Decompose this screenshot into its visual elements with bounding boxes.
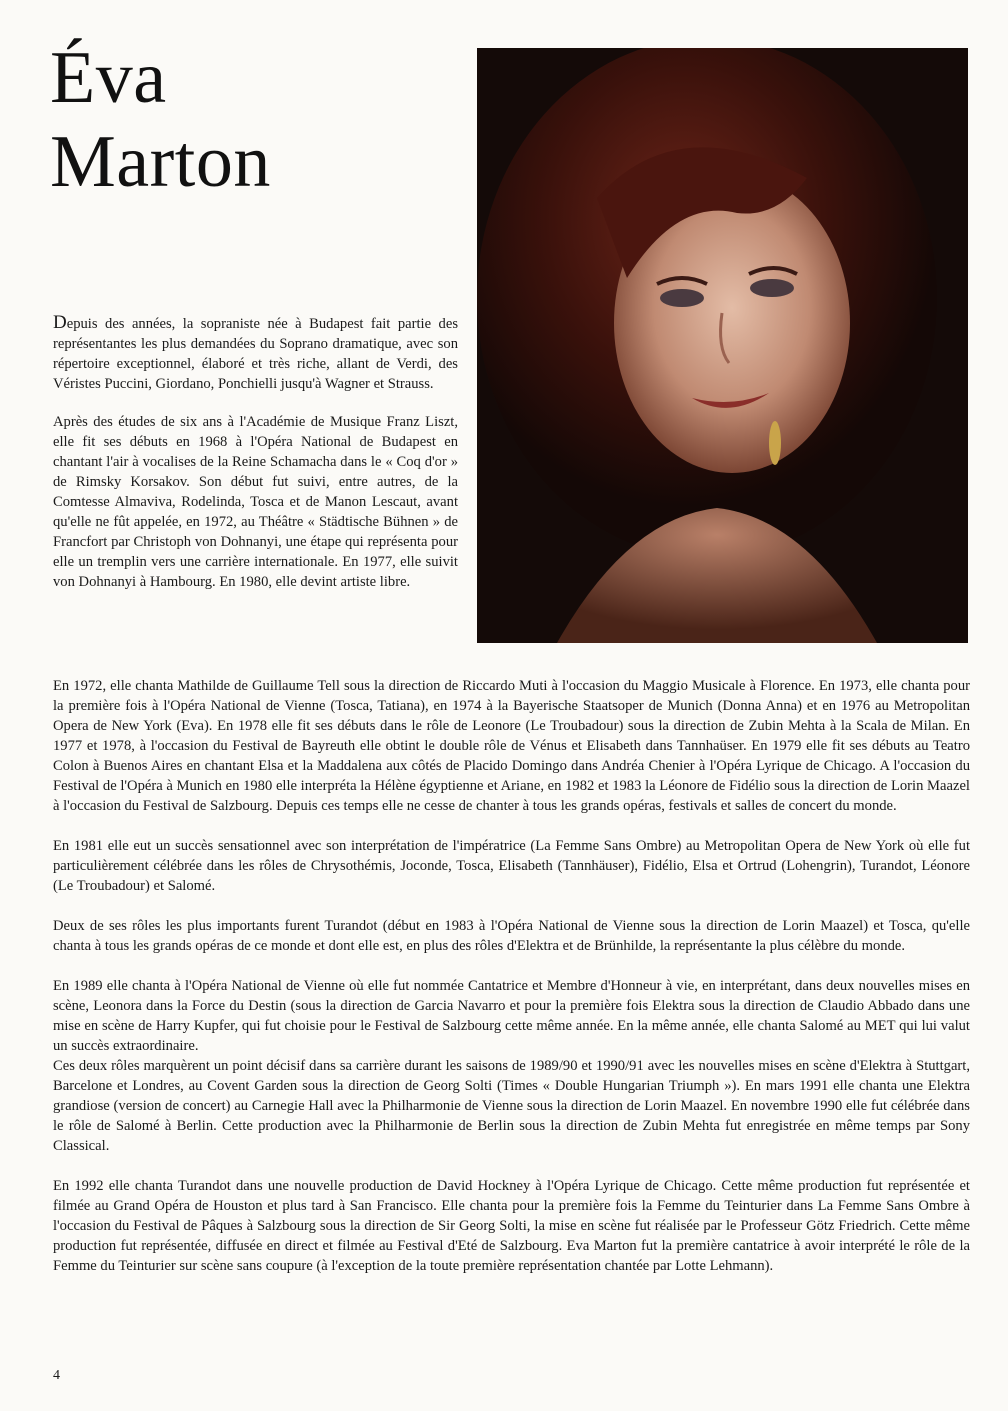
intro-paragraph: Après des études de six ans à l'Académie de Musique Franz Liszt, elle fit ses débuts en 1968 à l'Opéra National de Budapest en chantant l'air à vocalises de la Reine Schamacha dans le « Coq d'or » de Rimsky Korsakov. Son début fut suivi, entre autres, de la Comtesse Almaviva, Rodelinda, Tosca et de Manon Lescaut, avant qu'elle ne fût appelée, en 1972, au Théâtre « Städtische Bühnen » de Francfort par Christoph von Dohnanyi, une étape qui représenta pour elle un tremplin vers une carrière internationale. En 1977, elle suivit von Dohnanyi à Hambourg. En 1980, elle devint artiste libre. (53, 414, 458, 590)
intro-text (53, 313, 458, 610)
body-paragraph: En 1972, elle chanta Mathilde de Guillaume Tell sous la direction de Riccardo Muti à l'occasion du Maggio Musicale à Florence. En 1973, elle chanta pour la première fois à l'Opéra National de Vienne (Tosca, Tatiana), en 1974 à la Bayerische Staatsoper de Munich (Donna Anna) et en 1976 au Metropolitan Opera de New York (Eva). En 1978 elle fit ses débuts dans le rôle de Leonore (Le Troubadour) sous la direction de Zubin Mehta à la Scala de Milan. En 1977 et 1978, à l'occasion du Festival de Bayreuth elle obtint le double rôle de Vénus et Elisabeth dans Tannhaüser. En 1979 elle fit ses débuts au Teatro Colon à Buenos Aires en chantant Elsa et la Maddalena aux côtés de Placido Domingo dans Andréa Chenier à l'Opéra Lyrique de Chicago. A l'occasion du Festival de l'Opéra à Munich en 1980 elle interpréta la Hélène égyptienne et Ariane, en 1982 et 1983 la Léonore de Fidélio sous la direction de Lorin Maazel à l'occasion du Festival de Salzbourg. Depuis ces temps elle ne cesse de chanter à tous les grands opéras, festivals et salles de concert du monde. (53, 678, 970, 814)
body-paragraph: En 1981 elle eut un succès sensationnel avec son interprétation de l'impératrice (La Femme Sans Ombre) au Metropolitan Opera de New York où elle fut particulièrement célébrée dans les rôles de Chrysothémis, Joconde, Tosca, Elisabeth (Tannhäuser), Fidélio, Elsa et Ortrud (Lohengrin), Turandot, Léonore (Le Troubadour) et Salomé. (53, 838, 970, 894)
portrait-photo (477, 48, 968, 643)
intro-paragraph: Depuis des années, la sopraniste née à Budapest fait partie des représentantes les plus demandées du Soprano dramatique, avec son répertoire exceptionnel, élaboré et très riche, allant de Verdi, des Véristes Puccini, Giordano, Ponchielli jusqu'à Wagner et Strauss. (53, 312, 458, 392)
title-first-name: Éva (50, 37, 167, 119)
title-last-name: Marton (50, 121, 271, 203)
body-paragraph: Deux de ses rôles les plus importants furent Turandot (début en 1983 à l'Opéra National de Vienne sous la direction de Lorin Maazel) et Tosca, qu'elle chanta à tous les grands opéras de ce monde et dont elle est, en plus des rôles d'Elektra et de Brünhilde, la représentante la plus célèbre du monde. (53, 918, 970, 954)
page-title (50, 36, 271, 204)
page-number: 4 (53, 1368, 60, 1383)
body-paragraph: En 1992 elle chanta Turandot dans une nouvelle production de David Hockney à l'Opéra Lyrique de Chicago. Cette même production fut représentée et filmée au Grand Opéra de Houston et plus tard à San Francisco. Elle chanta pour la première fois la Femme du Teinturier dans La Femme Sans Ombre à l'occasion du Festival de Pâques à Salzbourg sous la direction de Sir Georg Solti, la mise en scène fut réalisée par le Professeur Götz Friedrich. Cette même production fut représentée, diffusée en direct et filmée au Festival d'Eté de Salzbourg. Eva Marton fut la première cantatrice à avoir interprété le rôle de la Femme du Teinturier sur scène sans coupure (à l'exception de la toute première représentation chantée par Lotte Lehmann). (53, 1178, 970, 1274)
body-paragraph: Ces deux rôles marquèrent un point décisif dans sa carrière durant les saisons de 1989/90 et 1990/91 avec les nouvelles mises en scène d'Elektra à Stuttgart, Barcelone et Londres, au Covent Garden sous la direction de Georg Solti (Times « Double Hungarian Triumph »). En mars 1991 elle chanta une Elektra grandiose (version de concert) au Carnegie Hall avec la Philharmonie de Vienne sous la direction de Lorin Maazel. En novembre 1990 elle fut célébrée dans le rôle de Salomé à Berlin. Cette production avec la Philharmonie de Berlin sous la direction de Zubin Mehta fut enregistrée en même temps par Sony Classical. (53, 1058, 970, 1154)
portrait-illustration (477, 48, 968, 643)
main-text (53, 676, 970, 1296)
body-paragraph: En 1989 elle chanta à l'Opéra National de Vienne où elle fut nommée Cantatrice et Membre d'Honneur à vie, en interprétant, dans deux nouvelles mises en scène, Leonora dans la Force du Destin (sous la direction de Garcia Navarro et pour la première fois Elektra sous la direction de Claudio Abbado dans une mise en scène de Harry Kupfer, qui fut choisie pour le Festival de Salzbourg cette même année. En la même année, elle chanta Salomé au MET qui lui valut un succès extraordinaire. (53, 978, 970, 1054)
